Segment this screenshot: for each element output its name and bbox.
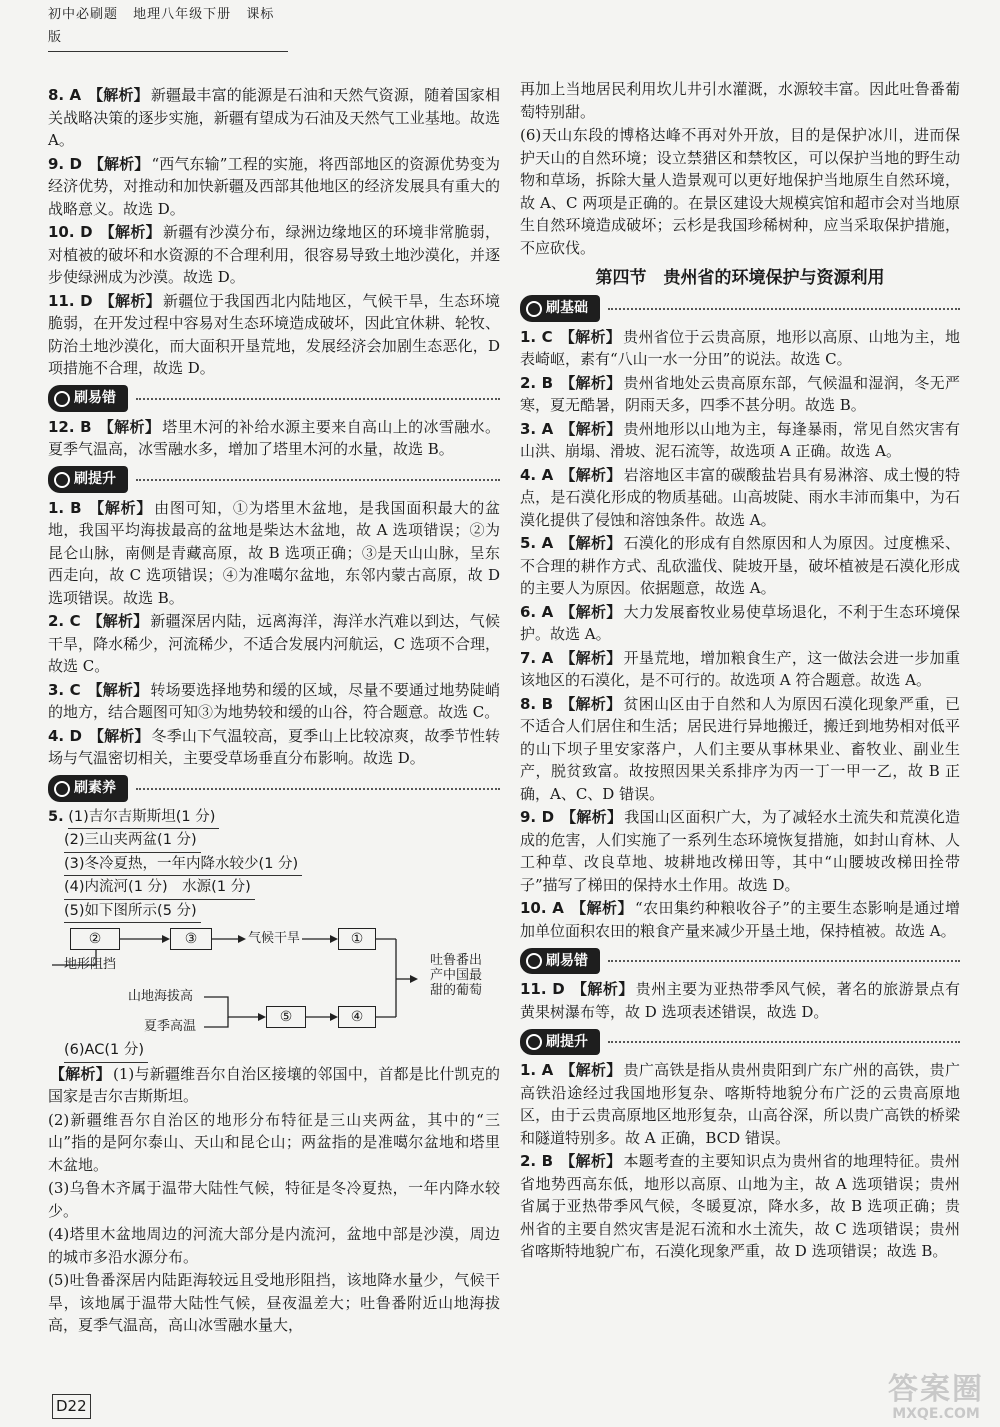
analysis-tag: 【解析】 <box>88 726 150 745</box>
pencil-icon <box>54 391 70 407</box>
dotted-divider <box>608 308 960 310</box>
answer-text: 本题考查的主要知识点为贵州省的地理特征。贵州省地势西高东低，地形以高原、山地为主，故 A 选项错误；贵州省属于亚热带季风气候，冬暖夏凉，降水多，故 B 选项正确；贵州省的主要自然灾害是泥石流和水土流失，故 C 选项错误；贵州省喀斯特地貌广布，石漠化现象严重，故 D 选项错误；故选 B。 <box>520 1152 960 1260</box>
watermark-line-1: 答案圈 <box>888 1372 984 1407</box>
question-number: 9. D <box>520 808 555 826</box>
answer-q10 <box>48 221 500 289</box>
answer-text: 贵州主要为亚热带季风气候，著名的旅游景点有黄果树瀑布等，故 D 选项表述错误，故选 D。 <box>520 980 960 1021</box>
watermark-line-2: MXQE.COM <box>892 1406 980 1422</box>
question-number: 2. C <box>48 612 81 630</box>
analysis-part-2: (2)新疆维吾尔自治区的地形分布特征是三山夹两盆，其中的“三山”指的是阿尔泰山、天山和昆仑山；两盆指的是准噶尔盆地和塔里木盆地。 <box>48 1110 500 1174</box>
section-label: 刷易错 <box>546 952 588 969</box>
question-number: 1. B <box>48 498 82 517</box>
answer-q12 <box>48 416 500 461</box>
analysis-tag: 【解析】 <box>560 602 622 621</box>
pencil-icon <box>54 472 70 488</box>
answer-text: 贵州省位于云贵高原，地形以高原、山地为主，地表崎岖，素有“八山一水一分田”的说法。故选 C。 <box>520 327 960 368</box>
analysis-tag: 【解析】 <box>560 694 622 713</box>
answer-text: “西气东输”工程的实施，将西部地区的资源优势变为经济优势，对推动和加快新疆及西部其他地区的经济发展具有重大的战略意义。故选 D。 <box>48 154 500 218</box>
question-number: 4. A <box>520 465 554 484</box>
answer-part-3: (3)冬冷夏热，一年内降水较少(1 分) <box>64 853 302 877</box>
answer-part-6: (6)AC(1 分) <box>64 1039 148 1063</box>
answer-q5 <box>48 806 500 924</box>
answer-t3 <box>48 679 500 724</box>
analysis-tag: 【解析】 <box>88 86 149 104</box>
analysis-part-5: (5)吐鲁番深居内陆距海较远且受地形阻挡，该地降水量少，气候干旱，该地属于温带大陆性气候，昼夜温差大；吐鲁番附近山地海拔高，夏季气温高，高山冰雪融水量大， <box>48 1271 500 1334</box>
analysis-tag: 【解析】 <box>560 465 622 484</box>
analysis-tag: 【解析】 <box>50 1064 111 1083</box>
question-number: 1. A <box>520 1061 554 1079</box>
pencil-icon <box>54 781 70 797</box>
answer-text: 石漠化的形成有自然原因和人为原因。过度樵采、不合理的耕作方式、乱砍滥伐、陡坡开垦，破坏植被是石漠化形成的主要人为原因。依据题意，故选 A。 <box>520 534 960 597</box>
dotted-divider <box>136 788 500 790</box>
analysis-tag: 【解析】 <box>99 223 162 241</box>
node-1: ① <box>338 928 376 950</box>
answer-part-1: (1)吉尔吉斯斯坦(1 分) <box>68 806 219 830</box>
section-badge <box>48 385 128 412</box>
question-number: 10. A <box>520 899 564 917</box>
analysis-tag: 【解析】 <box>571 980 634 998</box>
flow-diagram <box>48 925 500 1035</box>
answer-text: 我国山区面积广大，为了减轻水土流失和荒漠化造成的危害，人们实施了一系列生态环境恢复措施，如封山育林、人工种草、改良草地、坡耕地改梯田等，其中“山腰坡改梯田拴带子”描写了梯田的保持水土作用。故选 D。 <box>520 808 960 894</box>
section-label: 刷基础 <box>546 300 588 317</box>
question-number: 1. C <box>520 327 553 346</box>
answer-text: 贵州省地处云贵高原东部，气候温和湿润，冬无严寒，夏无酷暑，阴雨天多，四季不甚分明。故选 B。 <box>520 373 960 414</box>
analysis-q5 <box>48 1063 500 1108</box>
question-number: 6. A <box>520 602 554 621</box>
answer-text: 冬季山下气温较高，夏季山上比较凉爽，故季节性转场与气温密切相关，主要受草场垂直分布影响。故选 D。 <box>48 726 500 767</box>
section-badge <box>520 948 600 975</box>
left-column <box>48 84 500 1338</box>
node-5: ⑤ <box>266 1006 306 1028</box>
section-badge <box>520 295 600 322</box>
label-result: 吐鲁番出产中国最甜的葡萄 <box>429 953 482 998</box>
label-terrain: 地形阻挡 <box>64 957 117 972</box>
answer-text: 塔里木河的补给水源主要来自高山上的冰雪融水。夏季气温高，冰雪融水多，增加了塔里木河的水量，故选 B。 <box>48 417 500 458</box>
section-label: 刷提升 <box>546 1033 588 1050</box>
answer-b10 <box>520 897 960 942</box>
analysis-tag: 【解析】 <box>560 373 622 392</box>
analysis-tag: 【解析】 <box>561 808 623 826</box>
section-banner-tisheng <box>48 467 500 493</box>
answer-b4 <box>520 464 960 532</box>
question-number: 12. B <box>48 417 92 436</box>
answer-text: 由图可知，①为塔里木盆地，是我国面积最大的盆地，我国平均海拔最高的盆地是柴达木盆地，故 A 选项错误；②为昆仑山脉，南侧是青藏高原，故 B 选项正确；③是天山山脉，呈东西走向，故 C 选项错误；④为准噶尔盆地，东邻内蒙古高原，故 D 选项错误。故选 B。 <box>48 498 500 607</box>
answer-text: 新疆深居内陆，远离海洋，海洋水汽难以到达，气候干旱，降水稀少，河流稀少，不适合发展内河航运，C 选项不合理，故选 C。 <box>48 612 500 675</box>
answer-text: 转场要选择地势和缓的区域，尽量不要通过地势陡峭的地方，结合题图可知③为地势较和缓的山谷，符合题意。故选 C。 <box>48 680 500 721</box>
subject-name: 地理八年级下册 <box>133 7 232 22</box>
answer-r1 <box>520 1059 960 1149</box>
label-climate: 气候干旱 <box>248 931 301 946</box>
answer-text: 贵州地形以山地为主，每逢暴雨，常见自然灾害有山洪、崩塌、滑坡、泥石流等，故选项 A 正确。故选 A。 <box>520 419 960 460</box>
answer-q11 <box>48 290 500 380</box>
analysis-tag: 【解析】 <box>560 1152 622 1170</box>
question-number: 8. A <box>48 86 82 104</box>
answer-text: 岩溶地区丰富的碳酸盐岩具有易淋溶、成土慢的特点，是石漠化形成的物质基础。山高坡陡、雨水丰沛而集中，为石漠化提供了侵蚀和溶蚀条件。故选 A。 <box>520 465 960 529</box>
analysis-part-3: (3)乌鲁木齐属于温带大陆性气候，特征是冬冷夏热，一年内降水较少。 <box>48 1179 500 1220</box>
answer-b5 <box>520 532 960 600</box>
answer-b8 <box>520 693 960 806</box>
pencil-icon <box>526 953 542 969</box>
question-number: 11. D <box>48 291 93 310</box>
section-label: 刷易错 <box>74 390 116 407</box>
answer-text: “农田集约种粮收谷子”的主要生态影响是通过增加单位面积农田的粮食产量来减少开垦土地，保持植被。故选 A。 <box>520 899 960 940</box>
pencil-icon <box>526 1034 542 1050</box>
answer-text: 大力发展畜牧业易使草场退化，不利于生态环境保护。故选 A。 <box>520 602 960 643</box>
answer-t1 <box>48 497 500 610</box>
answer-t4 <box>48 725 500 770</box>
question-number: 4. D <box>48 726 82 745</box>
answer-r2 <box>520 1150 960 1263</box>
edition-name: 课标版 <box>48 7 275 45</box>
dotted-divider <box>136 398 500 400</box>
node-3: ③ <box>170 928 212 950</box>
answer-b1 <box>520 326 960 371</box>
analysis-tag: 【解析】 <box>560 1061 622 1079</box>
question-number: 3. C <box>48 680 81 699</box>
answer-part-6-wrap <box>64 1039 500 1063</box>
dotted-divider <box>608 960 960 962</box>
answer-q8 <box>48 84 500 152</box>
question-number: 7. A <box>520 648 554 667</box>
page-number: D22 <box>52 1394 91 1419</box>
section-banner-tisheng-2 <box>520 1029 960 1055</box>
label-summer: 夏季高温 <box>144 1019 197 1034</box>
section-banner-yicuo <box>48 386 500 412</box>
node-2: ② <box>70 928 120 950</box>
pencil-icon <box>526 301 542 317</box>
running-header <box>48 4 288 52</box>
analysis-tag: 【解析】 <box>560 648 622 667</box>
node-4: ④ <box>338 1006 376 1028</box>
answer-part-2: (2)三山夹两盆(1 分) <box>64 829 201 853</box>
series-name: 初中必刷题 <box>48 7 119 22</box>
answer-text: 贵广高铁是指从贵州贵阳到广东广州的高铁，贵广高铁沿途经过我国地形复杂、喀斯特地貌分布广泛的云贵高原地区，由于云贵高原地区地形复杂，山高谷深，所以贵广高铁的桥梁和隧道特别多。故 A 正确，BCD 错误。 <box>520 1061 960 1147</box>
answer-text: 贫困山区由于自然和人为原因石漠化现象严重，已不适合人们居住和生活；居民进行异地搬迁，搬迁到地势相对低平的山下坝子里安家落户，人们主要从事林果业、畜牧业、副业生产，脱贫致富。故按照因果关系排序为丙一丁一甲一乙，故 B 正确，A、C、D 错误。 <box>520 694 960 803</box>
section-badge <box>520 1029 600 1056</box>
answer-text: 开垦荒地，增加粮食生产，这一做法会进一步加重该地区的石漠化，是不可行的。故选项 A 符合题意。故选 A。 <box>520 648 960 689</box>
analysis-part-6: (6)天山东段的博格达峰不再对外开放，目的是保护冰川，进而保护天山的自然环境；设立禁猎区和禁牧区，可以保护当地的野生动物和草场，拆除大量人造景观可以更好地保护当地原生自然环境，故 A、C 两项是正确的。在景区建设大规模宾馆和超市会对当地原生自然环境造成破坏；云杉是我国珍稀树种，应当采取保护措施，不应砍伐。 <box>520 126 960 257</box>
section-label: 刷素养 <box>74 780 116 797</box>
answer-b6 <box>520 601 960 646</box>
question-number: 8. B <box>520 694 554 713</box>
section-label: 刷提升 <box>74 471 116 488</box>
watermark <box>888 1374 984 1422</box>
section-banner-yicuo-2 <box>520 948 960 974</box>
analysis-part-1: (1)与新疆维吾尔自治区接壤的邻国中，首都是比什凯克的国家是吉尔吉斯斯坦。 <box>48 1064 500 1105</box>
analysis-continuation: 再加上当地居民利用坎儿井引水灌溉，水源较丰富。因此吐鲁番葡萄特别甜。 <box>520 80 960 121</box>
answer-b11 <box>520 978 960 1023</box>
right-column <box>520 78 960 1264</box>
analysis-tag: 【解析】 <box>98 417 161 436</box>
analysis-tag: 【解析】 <box>99 291 162 310</box>
dotted-divider <box>136 479 500 481</box>
analysis-part-4: (4)塔里木盆地周边的河流大部分是内流河，盆地中部是沙漠，周边的城市多沿水源分布。 <box>48 1225 500 1266</box>
question-number: 2. B <box>520 373 554 392</box>
section-badge <box>48 466 128 493</box>
section-banner-suyang <box>48 776 500 802</box>
analysis-tag: 【解析】 <box>560 419 622 438</box>
answer-part-4: (4)内流河(1 分) 水源(1 分) <box>64 876 255 900</box>
section-title: 第四节 贵州省的环境保护与资源利用 <box>595 268 885 288</box>
label-altitude: 山地海拔高 <box>128 989 194 1004</box>
analysis-tag: 【解析】 <box>88 154 150 173</box>
answer-t2 <box>48 610 500 678</box>
answer-part-5: (5)如下图所示(5 分) <box>64 900 201 924</box>
section-banner-jichu <box>520 296 960 322</box>
answer-text: 新疆最丰富的能源是石油和天然气资源，随着国家相关战略决策的逐步实施，新疆有望成为石油及天然气工业基地。故选 A。 <box>48 86 500 149</box>
analysis-tag: 【解析】 <box>560 534 622 552</box>
section-badge <box>48 775 128 802</box>
answer-q9 <box>48 153 500 221</box>
answer-b2 <box>520 372 960 417</box>
analysis-tag: 【解析】 <box>571 899 633 917</box>
answer-text: 新疆位于我国西北内陆地区，气候干旱，生态环境脆弱，在开发过程中容易对生态环境造成破坏，因此宜休耕、轮牧、防治土地沙漠化，而大面积开垦荒地，发展经济会加剧生态恶化，D 项措施不合理，故选 D。 <box>48 291 500 377</box>
analysis-tag: 【解析】 <box>87 680 149 699</box>
analysis-tag: 【解析】 <box>559 327 622 346</box>
question-number: 11. D <box>520 980 565 998</box>
question-number: 5. A <box>520 534 554 552</box>
answer-b3 <box>520 418 960 463</box>
analysis-tag: 【解析】 <box>89 498 153 517</box>
dotted-divider <box>608 1041 960 1043</box>
answer-b7 <box>520 647 960 692</box>
question-number: 10. D <box>48 223 93 241</box>
question-number: 3. A <box>520 419 554 438</box>
question-number: 2. B <box>520 1152 554 1170</box>
question-number: 9. D <box>48 154 82 173</box>
analysis-tag: 【解析】 <box>87 612 149 630</box>
answer-b9 <box>520 806 960 896</box>
question-number: 5. <box>48 808 64 825</box>
answer-text: 新疆有沙漠分布，绿洲边缘地区的环境非常脆弱，对植被的破坏和水资源的不合理利用，很容易导致土地沙漠化，并逐步使绿洲成为沙漠。故选 D。 <box>48 223 500 286</box>
